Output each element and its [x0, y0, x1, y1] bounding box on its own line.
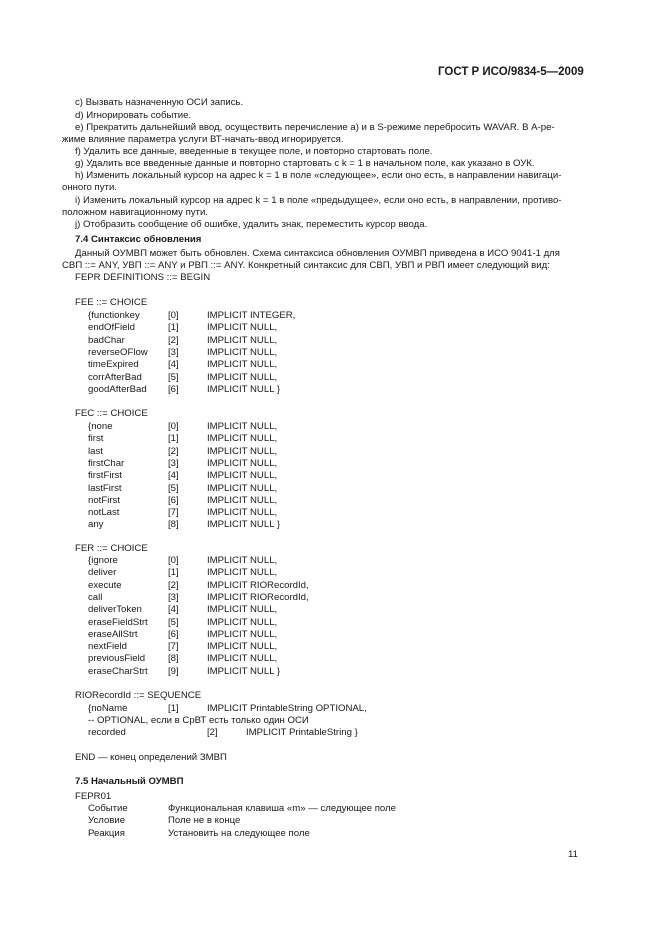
- code-field-tag: [7]: [168, 507, 179, 519]
- code-field-name: notLast: [88, 507, 120, 519]
- code-field-tag: [5]: [168, 616, 179, 628]
- fepr-value: Функциональная клавиша «m» — следующее поле: [168, 803, 396, 814]
- code-field-tag: [5]: [168, 482, 179, 494]
- code-field-tag: [0]: [168, 421, 179, 432]
- fepr-label: Условие: [88, 815, 126, 827]
- code-field-type: IMPLICIT NULL,: [207, 421, 278, 432]
- fepr-value: Поле не в конце: [168, 815, 241, 827]
- list-item: онного пути.: [62, 182, 117, 193]
- code-field-tag: [4]: [168, 359, 179, 371]
- code-field-type: IMPLICIT NULL }: [207, 383, 281, 395]
- fepr-label: Реакция: [88, 827, 125, 839]
- fepr-label: Событие: [88, 803, 128, 814]
- code-field-name: {ignore: [88, 555, 118, 566]
- list-item: j) Отобразить сообщение об ошибке, удалить знак, переместить курсор ввода.: [75, 219, 428, 230]
- code-field-tag: [7]: [168, 641, 179, 653]
- list-item: i) Изменить локальный курсор на адрес k = 1 в поле «предыдущее», если оно есть, в направлении, противо-: [75, 195, 562, 206]
- code-field-type: IMPLICIT NULL,: [207, 604, 278, 616]
- code-field-name: lastFirst: [88, 482, 122, 494]
- code-end: END — конец определений ЗМВП: [75, 752, 227, 763]
- code-field-tag: [5]: [168, 371, 179, 383]
- code-field-name: endOfField: [88, 322, 135, 334]
- code-field-name: nextField: [88, 641, 127, 653]
- document-code: ГОСТ Р ИСО/9834-5—2009: [438, 66, 584, 78]
- code-field-type: IMPLICIT NULL,: [207, 457, 278, 469]
- code-field-name: corrAfterBad: [88, 371, 142, 383]
- code-field-name: any: [88, 519, 104, 531]
- code-block-head: RIORecordId ::= SEQUENCE: [75, 690, 202, 701]
- code-field-type: IMPLICIT NULL,: [207, 346, 278, 358]
- paragraph-line: Данный ОУМВП может быть обновлен. Схема синтаксиса обновления ОУМВП приведена в ИСО 9041-1 для: [75, 248, 560, 259]
- list-item: положном навигационному пути.: [62, 207, 208, 218]
- code-field-tag: [6]: [168, 628, 179, 640]
- code-field-tag: [8]: [168, 653, 179, 665]
- code-field-type: IMPLICIT INTEGER,: [207, 310, 296, 321]
- code-field-name: reverseOFlow: [88, 346, 148, 358]
- list-item: h) Изменить локальный курсор на адрес k = 1 в поле «следующее», если оно есть, в направлении навигаци-: [75, 170, 562, 181]
- code-field-name: timeExpired: [88, 359, 139, 371]
- code-block-head: FER ::= CHOICE: [75, 543, 148, 554]
- code-field-type: IMPLICIT NULL,: [207, 507, 278, 519]
- code-field-tag: [9]: [168, 665, 179, 677]
- page-number: 11: [568, 849, 578, 860]
- code-field-name: firstFirst: [88, 470, 123, 482]
- section-heading: 7.4 Синтаксис обновления: [75, 234, 202, 245]
- code-field-tag: [1]: [168, 703, 179, 714]
- code-field-type: IMPLICIT RIORecordId,: [207, 591, 309, 603]
- code-field-tag: [0]: [168, 555, 179, 566]
- list-item: g) Удалить все введенные данные и повторно стартовать с k = 1 в начальном поле, как указано в ОУК.: [75, 158, 535, 169]
- code-field-name: last: [88, 445, 103, 457]
- code-field-type: IMPLICIT NULL,: [207, 482, 278, 494]
- code-field-type: IMPLICIT NULL,: [207, 445, 278, 457]
- code-field-tag: [2]: [207, 727, 218, 738]
- code-field-type: IMPLICIT NULL,: [207, 555, 278, 566]
- code-field-tag: [1]: [168, 567, 179, 579]
- code-field-type: IMPLICIT PrintableString OPTIONAL,: [207, 703, 367, 714]
- code-field-type: IMPLICIT NULL,: [207, 322, 278, 334]
- code-field-name: deliver: [88, 567, 117, 579]
- code-field-name: call: [88, 591, 103, 603]
- code-field-type: IMPLICIT NULL,: [207, 470, 278, 482]
- code-field-tag: [6]: [168, 383, 179, 395]
- code-field-name: first: [88, 433, 104, 445]
- code-field-tag: [4]: [168, 604, 179, 616]
- code-field-name: eraseAllStrt: [88, 628, 138, 640]
- code-field-name: firstChar: [88, 457, 125, 469]
- code-field-tag: [3]: [168, 457, 179, 469]
- code-field-name: badChar: [88, 334, 125, 346]
- code-field-tag: [3]: [168, 346, 179, 358]
- code-field-name: {none: [88, 421, 113, 432]
- code-field-name: execute: [88, 579, 122, 591]
- list-item: e) Прекратить дальнейший ввод, осуществить перечисление a) и в S-режиме перебросить WAVAR. В A-ре-: [75, 122, 555, 133]
- code-field-type: IMPLICIT NULL,: [207, 628, 278, 640]
- code-field-tag: [1]: [168, 322, 179, 334]
- code-field-type: IMPLICIT RIORecordId,: [207, 579, 309, 591]
- code-block-head: FEE ::= CHOICE: [75, 297, 148, 308]
- code-field-name: {functionkey: [88, 310, 140, 321]
- code-field-name: notFirst: [88, 494, 120, 506]
- code-line: FEPR DEFINITIONS ::= BEGIN: [75, 272, 211, 283]
- list-item: жиме влияние параметра услуги ВТ-начать-ввод игнорируется.: [62, 134, 344, 145]
- fepr-id: FEPR01: [75, 791, 112, 802]
- code-field-tag: [0]: [168, 310, 179, 321]
- code-field-tag: [8]: [168, 519, 179, 531]
- code-field-tag: [2]: [168, 579, 179, 591]
- code-field-type: IMPLICIT NULL,: [207, 334, 278, 346]
- code-field-type: IMPLICIT NULL,: [207, 359, 278, 371]
- code-field-type: IMPLICIT PrintableString }: [246, 727, 358, 738]
- list-item: f) Удалить все данные, введенные в текущее поле, и повторно стартовать поле.: [75, 146, 433, 157]
- code-field-name: recorded: [88, 727, 126, 738]
- code-field-name: deliverToken: [88, 604, 142, 616]
- code-field-type: IMPLICIT NULL,: [207, 494, 278, 506]
- code-field-name: goodAfterBad: [88, 383, 147, 395]
- code-field-tag: [2]: [168, 334, 179, 346]
- code-field-type: IMPLICIT NULL,: [207, 641, 278, 653]
- code-field-type: IMPLICIT NULL }: [207, 519, 281, 531]
- code-field-type: IMPLICIT NULL }: [207, 665, 281, 677]
- code-field-type: IMPLICIT NULL,: [207, 653, 278, 665]
- list-item: d) Игнорировать событие.: [75, 110, 192, 121]
- code-field-name: previousField: [88, 653, 146, 665]
- paragraph-line: СВП ::= ANY, УВП ::= ANY и РВП ::= ANY. Конкретный синтаксис для СВП, УВП и РВП имеет следующий вид:: [62, 260, 550, 271]
- list-item: c) Вызвать назначенную ОСИ запись.: [75, 97, 244, 108]
- code-field-name: {noName: [88, 703, 128, 714]
- code-field-type: IMPLICIT NULL,: [207, 433, 278, 445]
- code-block-head: FEC ::= CHOICE: [75, 408, 148, 419]
- section-heading: 7.5 Начальный ОУМВП: [75, 776, 184, 787]
- fepr-value: Установить на следующее поле: [168, 827, 310, 839]
- code-field-tag: [6]: [168, 494, 179, 506]
- code-field-type: IMPLICIT NULL,: [207, 616, 278, 628]
- code-comment: -- OPTIONAL, если в СрВТ есть только один ОСИ: [88, 715, 309, 726]
- code-field-tag: [2]: [168, 445, 179, 457]
- code-field-type: IMPLICIT NULL,: [207, 567, 278, 579]
- code-field-name: eraseCharStrt: [88, 665, 148, 677]
- code-field-name: eraseFieldStrt: [88, 616, 148, 628]
- code-field-type: IMPLICIT NULL,: [207, 371, 278, 383]
- code-field-tag: [4]: [168, 470, 179, 482]
- code-field-tag: [3]: [168, 591, 179, 603]
- code-field-tag: [1]: [168, 433, 179, 445]
